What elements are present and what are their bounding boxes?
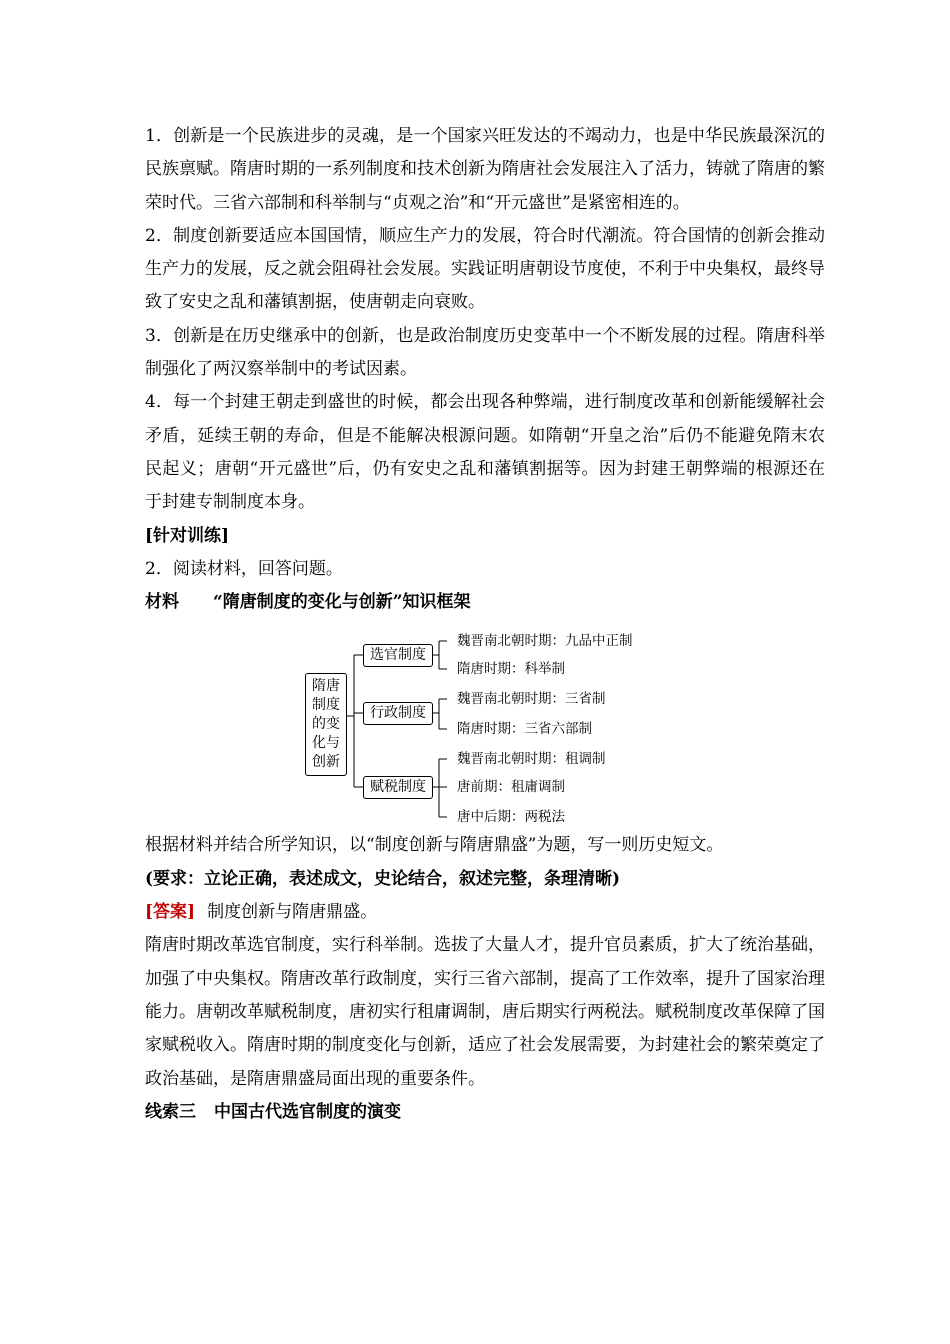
material-line xyxy=(145,586,825,619)
diagram-leaf: 唐前期：租庸调制 xyxy=(457,779,565,796)
task-text: 根据材料并结合所学知识，以“制度创新与隋唐鼎盛”为题，写一则历史短文。 xyxy=(145,835,724,856)
diagram-root-node xyxy=(305,673,347,776)
next-section-title: 中国古代选官制度的演变 xyxy=(214,1101,401,1122)
paragraph-4: 4．每一个封建王朝走到盛世的时候，都会出现各种弊端，进行制度改革和创新能缓解社会矛盾，延续王朝的寿命，但是不能解决根源问题。如隋朝“开皇之治”后仍不能避免隋末农民起义；唐朝“开元盛世”后，仍有安史之乱和藩镇割据等。因为封建王朝弊端的根源还在于封建专制制度本身。 xyxy=(145,392,825,513)
diagram-leaf: 魏晋南北朝时期：九品中正制 xyxy=(457,633,633,650)
diagram-node-selection-system: 选官制度 xyxy=(363,644,433,667)
diagram-node-administrative-system: 行政制度 xyxy=(363,702,433,725)
paragraph-2: 2．制度创新要适应本国国情，顺应生产力的发展，符合时代潮流。符合国情的创新会推动生产力的发展，反之就会阻碍社会发展。实践证明唐朝设节度使，不利于中央集权，最终导致了安史之乱和藩镇割据，使唐朝走向衰败。 xyxy=(145,225,825,313)
diagram-leaf: 魏晋南北朝时期：三省制 xyxy=(457,691,606,708)
answer-line xyxy=(145,896,825,929)
paragraph-1: 1．创新是一个民族进步的灵魂，是一个国家兴旺发达的不竭动力，也是中华民族最深沉的民族禀赋。隋唐时期的一系列制度和技术创新为隋唐社会发展注入了活力，铸就了隋唐的繁荣时代。三省六部制和科举制与“贞观之治”和“开元盛世”是紧密相连的。 xyxy=(145,126,825,213)
document-body xyxy=(145,120,825,1129)
diagram-node-tax-system: 赋税制度 xyxy=(363,776,433,799)
diagram-leaf: 魏晋南北朝时期：租调制 xyxy=(457,751,606,768)
answer-body: 隋唐时期改革选官制度，实行科举制。选拔了大量人才，提升官员素质，扩大了统治基础，加强了中央集权。隋唐改革行政制度，实行三省六部制，提高了工作效率，提升了国家治理能力。唐朝改革赋税制度，唐初实行租庸调制，唐后期实行两税法。赋税制度改革保障了国家赋税收入。隋唐时期的制度变化与创新，适应了社会发展需要，为封建社会的繁荣奠定了政治基础，是隋唐鼎盛局面出现的重要条件。 xyxy=(145,935,825,1089)
answer-title: 制度创新与隋唐鼎盛。 xyxy=(207,902,378,923)
next-section-heading xyxy=(145,1096,825,1129)
diagram-leaf: 唐中后期：两税法 xyxy=(457,809,565,826)
question-text: 2．阅读材料，回答问题。 xyxy=(145,558,343,579)
diagram-leaf: 隋唐时期：三省六部制 xyxy=(457,721,592,738)
next-section-label: 线索三 xyxy=(145,1101,196,1122)
training-heading: [针对训练] xyxy=(145,525,230,546)
diagram-root-label: 隋唐 制度 的变 化与 创新 xyxy=(312,678,340,771)
diagram-leaf: 隋唐时期：科举制 xyxy=(457,661,565,678)
material-label: 材料 xyxy=(145,592,179,613)
paragraph-3: 3．创新是在历史继承中的创新，也是政治制度历史变革中一个不断发展的过程。隋唐科举制强化了两汉察举制中的考试因素。 xyxy=(145,325,825,380)
requirements-text: (要求：立论正确，表述成文，史论结合，叙述完整，条理清晰) xyxy=(145,868,621,889)
material-title: “隋唐制度的变化与创新”知识框架 xyxy=(213,592,471,613)
answer-tag: [答案] xyxy=(145,902,196,923)
knowledge-framework-diagram xyxy=(145,625,825,825)
